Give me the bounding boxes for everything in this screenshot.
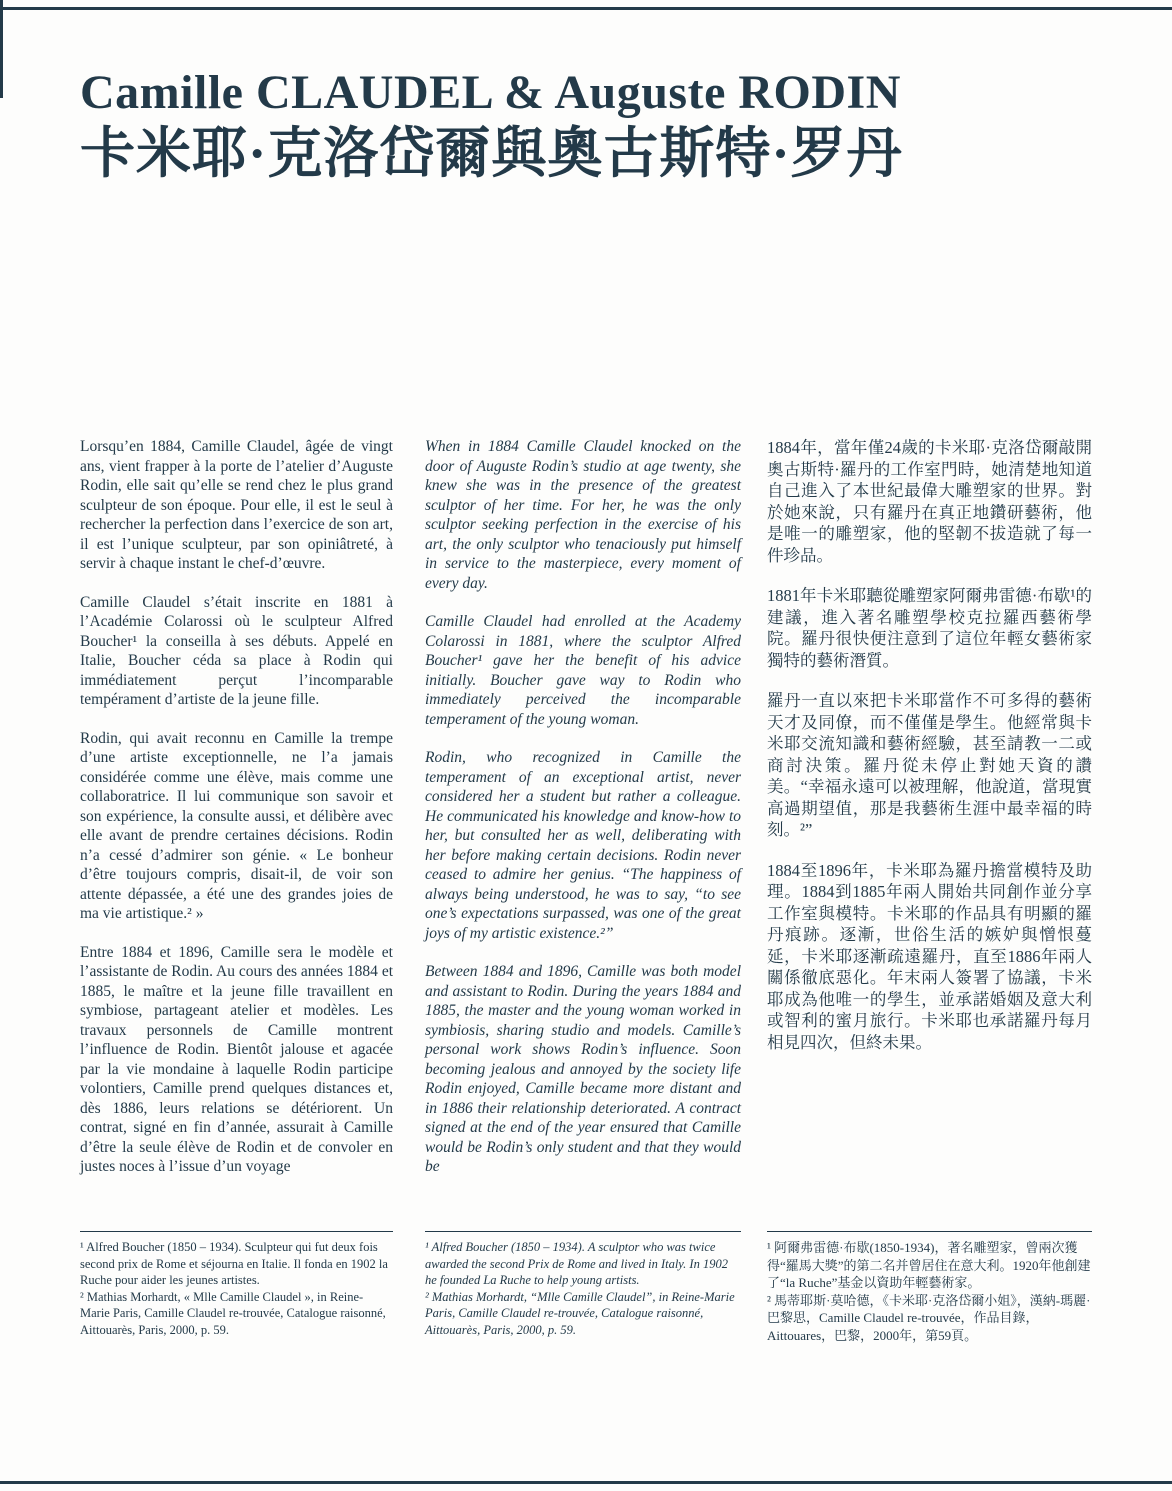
- english-footnote-1: ¹ Alfred Boucher (1850 – 1934). A sculptor who was twice awarded the second Prix de Rome and lived in Italy. In 1902 he founded La Ruche to help young artists.: [425, 1240, 728, 1287]
- english-paragraph-2: Camille Claudel had enrolled at the Academy Colarossi in 1881, where the sculptor Alfred Boucher¹ gave her the benefit of his advice initially. Boucher gave way to Rodin who immediately perceived the incomparable temperament of the young woman.: [425, 613, 741, 728]
- french-paragraph-4: Entre 1884 et 1896, Camille sera le modèle et l’assistante de Rodin. Au cours des années 1884 et 1885, le maître et la jeune fille travaillent en symbiose, partageant atelier et modèles. Les travaux personnels de Camille montrent l’influence de Rodin. Bientôt jalouse et agacée par la vie mondaine à laquelle Rodin participe volontiers, Camille prend quelques distances et, dès 1886, leurs relations se détériorent. Un contrat, signé en fin d’année, assurait à Camille d’être la seule élève de Rodin et de convoler en justes noces à l’issue d’un voyage: [80, 943, 393, 1175]
- page-title-chinese: 卡米耶·克洛岱爾與奧古斯特·罗丹: [80, 123, 903, 185]
- french-paragraph-2: Camille Claudel s’était inscrite en 1881 à l’Académie Colarossi où le sculpteur Alfred Boucher¹ la conseilla à ses débuts. Appelé en Italie, Boucher céda sa place à Rodin qui immédiatement perçut l’incomparable tempérament d’artiste de la jeune fille.: [80, 593, 393, 708]
- chinese-paragraph-3: 羅丹一直以來把卡米耶當作不可多得的藝術天才及同僚，而不僅僅是學生。他經常與卡米耶交流知識和藝術經驗，甚至請教一二或商討決策。羅丹從未停止對她天資的讚美。“幸福永遠可以被理解，他說道，當現實高過期望值，那是我藝術生涯中最幸福的時刻。²”: [767, 691, 1092, 839]
- english-paragraph-3: Rodin, who recognized in Camille the temperament of an exceptional artist, never considered her a student but rather a colleague. He communicated his knowledge and know-how to her, but consulted her as well, deliberating with her before making certain decisions. Rodin never ceased to admire her genius. “The happiness of always being understood, he was to say, “to see one’s expectations surpassed, was one of the great joys of my artistic existence.²”: [425, 749, 741, 942]
- chinese-footnote-2: ² 馬蒂耶斯·莫哈德，《卡米耶·克洛岱爾小姐》，漢納-瑪麗·巴黎思，Camille Claudel re-trouvée，作品目錄，Aittouares，巴黎，2000年，第59頁。: [767, 1292, 1091, 1343]
- footnotes-chinese: [767, 1231, 1092, 1344]
- column-french: [80, 437, 393, 1196]
- english-paragraph-4: Between 1884 and 1896, Camille was both model and assistant to Rodin. During the years 1884 and 1885, the master and the young woman worked in symbiosis, sharing studio and models. Camille’s personal work shows Rodin’s influence. Soon becoming jealous and annoyed by the society life Rodin enjoyed, Camille became more distant and in 1886 their relationship deteriorated. A contract signed at the end of the year ensured that Camille would be Rodin’s only student and that they would be: [425, 963, 741, 1175]
- chinese-paragraph-2: 1881年卡米耶聽從雕塑家阿爾弗雷德·布歇¹的建議，進入著名雕塑學校克拉羅西藝術學院。羅丹很快便注意到了這位年輕女藝術家獨特的藝術潛質。: [767, 586, 1092, 670]
- footnotes-english: [425, 1231, 741, 1338]
- footnotes-french: [80, 1231, 393, 1338]
- page-header: [80, 68, 1092, 185]
- chinese-paragraph-4: 1884至1896年，卡米耶為羅丹擔當模特及助理。1884到1885年兩人開始共同創作並分享工作室與模特。卡米耶的作品具有明顯的羅丹痕跡。逐漸，世俗生活的嫉妒與憎恨蔓延，卡米耶逐漸疏遠羅丹，直至1886年兩人關係徹底惡化。年末兩人簽署了協議，卡米耶成為他唯一的學生，並承諾婚姻及意大利或智利的蜜月旅行。卡米耶也承諾羅丹每月相見四次，但終未果。: [767, 860, 1092, 1052]
- french-paragraph-3: Rodin, qui avait reconnu en Camille la trempe d’une artiste exceptionnelle, ne l’a jamais considérée comme une élève, mais comme une collaboratrice. Il lui communique son savoir et son expérience, la consulte aussi, et délibère avec elle avant de prendre certaines décisions. Rodin n’a cessé d’admirer son génie. « Le bonheur d’être toujours compris, disait-il, de voir son attente dépassée, a été une des grandes joies de ma vie artistique.² »: [80, 729, 393, 922]
- english-paragraph-1: When in 1884 Camille Claudel knocked on the door of Auguste Rodin’s studio at age twenty, she knew she was in the presence of the greatest sculptor of her time. For her, he was the only sculptor seeking perfection in the exercise of his art, the only sculptor who tenaciously put himself in service to the masterpiece, every moment of every day.: [425, 438, 741, 592]
- top-border-rule: [0, 7, 1172, 10]
- chinese-paragraph-1: 1884年，當年僅24歲的卡米耶·克洛岱爾敲開奧古斯特·羅丹的工作室門時，她清楚地知道自己進入了本世紀最偉大雕塑家的世界。對於她來說，只有羅丹在真正地鑽研藝術，他是唯一的雕塑家，他的堅韌不拔造就了每一件珍品。: [767, 438, 1092, 565]
- column-chinese: [767, 437, 1092, 1072]
- french-paragraph-1: Lorsqu’en 1884, Camille Claudel, âgée de vingt ans, vient frapper à la porte de l’atelier d’Auguste Rodin, elle sait qu’elle se rend chez le plus grand sculpteur de son époque. Pour elle, il est le seul à rechercher la perfection dans l’exercice de son art, il est l’unique sculpteur, par son opiniâtreté, à servir à chaque instant le chef-d’œuvre.: [80, 438, 393, 572]
- french-footnote-1: ¹ Alfred Boucher (1850 – 1934). Sculpteur qui fut deux fois second prix de Rome et séjourna en Italie. Il fonda en 1902 la Ruche pour aider les jeunes artistes.: [80, 1240, 388, 1287]
- page-title: Camille CLAUDEL & Auguste RODIN: [80, 66, 901, 119]
- left-border-tick: [0, 0, 3, 98]
- column-english: [425, 437, 741, 1196]
- bottom-border-rule: [0, 1481, 1172, 1484]
- french-footnote-2: ² Mathias Morhardt, « Mlle Camille Claudel », in Reine-Marie Paris, Camille Claudel re-trouvée, Catalogue raisonné, Aittouarès, Paris, 2000, p. 59.: [80, 1289, 386, 1337]
- english-footnote-2: ² Mathias Morhardt, “Mlle Camille Claudel”, in Reine-Marie Paris, Camille Claudel re-trouvée, Catalogue raisonné, Aittouarès, Paris, 2000, p. 59.: [425, 1289, 735, 1337]
- chinese-footnote-1: ¹ 阿爾弗雷德·布歇(1850-1934)，著名雕塑家，曾兩次獲得“羅馬大獎”的第二名并曾居住在意大利。1920年他創建了“la Ruche”基金以資助年輕藝術家。: [767, 1240, 1091, 1290]
